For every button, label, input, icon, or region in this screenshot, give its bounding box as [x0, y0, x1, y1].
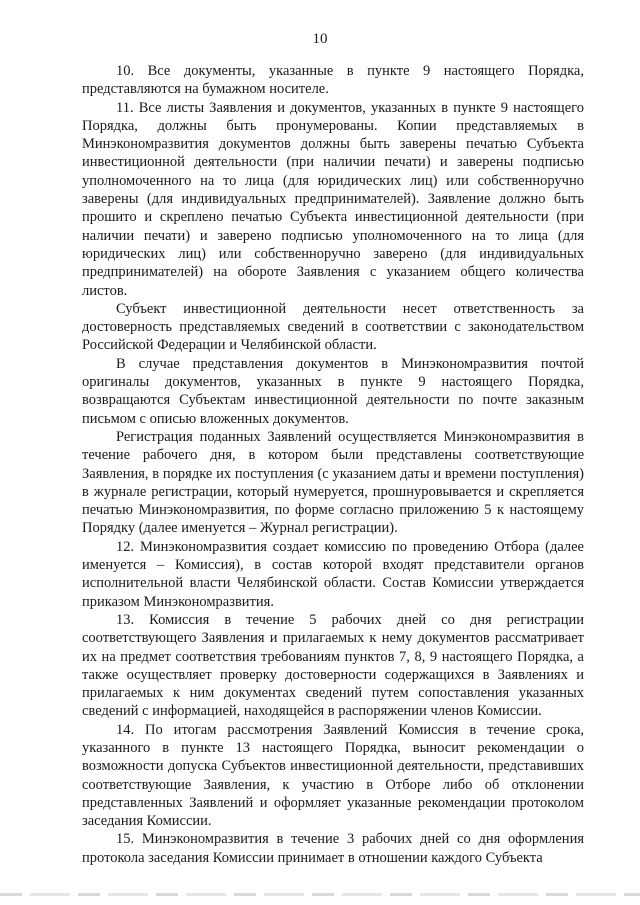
document-body	[82, 62, 584, 867]
scan-edge-artifact	[0, 893, 640, 896]
paragraph-responsibility: Субъект инвестиционной деятельности несет ответственность за достоверность представляемых сведений в соответствии с законодательством Российской Федерации и Челябинской области.	[82, 300, 584, 354]
paragraph-15: 15. Минэкономразвития в течение 3 рабочих дней со дня оформления протокола заседания Комиссии принимает в отношении каждого Субъекта	[82, 831, 584, 866]
paragraph-12: 12. Минэкономразвития создает комиссию по проведению Отбора (далее именуется – Комиссия), в состав которой входят представители органов исполнительной власти Челябинской области. Состав Комиссии утверждается приказом Минэкономразвития.	[82, 538, 584, 610]
paragraph-11: 11. Все листы Заявления и документов, указанных в пункте 9 настоящего Порядка, должны быть пронумерованы. Копии представляемых в Минэкономразвития документов должны быть заверены печатью Субъекта инвестиционной деятельности (при наличии печати) и заверены подписью уполномоченного на то лица (для юридических лиц) или собственноручно заверены (для индивидуальных предпринимателей). Заявление должно быть прошито и скреплено печатью Субъекта инвестиционной деятельности (при наличии печати) и заверено подписью уполномоченного на то лица (для юридических лиц) или собственноручно заверено (для индивидуальных предпринимателей) на обороте Заявления с указанием общего количества листов.	[82, 99, 584, 299]
paragraph-13: 13. Комиссия в течение 5 рабочих дней со дня регистрации соответствующего Заявления и прилагаемых к нему документов рассматривает их на предмет соответствия требованиям пунктов 7, 8, 9 настоящего Порядка, а также осуществляет проверку достоверности содержащихся в Заявлениях и прилагаемых к ним документах сведений путем сопоставления указанных сведений с информацией, находящейся в распоряжении членов Комиссии.	[82, 611, 584, 720]
paragraph-14: 14. По итогам рассмотрения Заявлений Комиссия в течение срока, указанного в пункте 13 настоящего Порядка, выносит рекомендации о возможности допуска Субъектов инвестиционной деятельности, представивших соответствующие Заявления, к участию в Отборе либо об отклонении представленных Заявлений и оформляет указанные рекомендации протоколом заседания Комиссии.	[82, 721, 584, 830]
paragraph-registration: Регистрация поданных Заявлений осуществляется Минэкономразвития в течение рабочего дня, в котором были представлены соответствующие Заявления, в порядке их поступления (с указанием даты и времени поступления) в журнале регистрации, который нумеруется, прошнуровывается и скрепляется печатью Минэкономразвития, по форме согласно приложению 5 к настоящему Порядку (далее именуется – Журнал регистрации).	[82, 428, 584, 537]
paragraph-postal-return: В случае представления документов в Минэкономразвития почтой оригиналы документов, указанных в пункте 9 настоящего Порядка, возвращаются Субъектам инвестиционной деятельности по почте заказным письмом с описью вложенных документов.	[82, 355, 584, 427]
page-number: 10	[312, 31, 328, 47]
paragraph-10: 10. Все документы, указанные в пункте 9 настоящего Порядка, представляются на бумажном носителе.	[82, 63, 584, 98]
